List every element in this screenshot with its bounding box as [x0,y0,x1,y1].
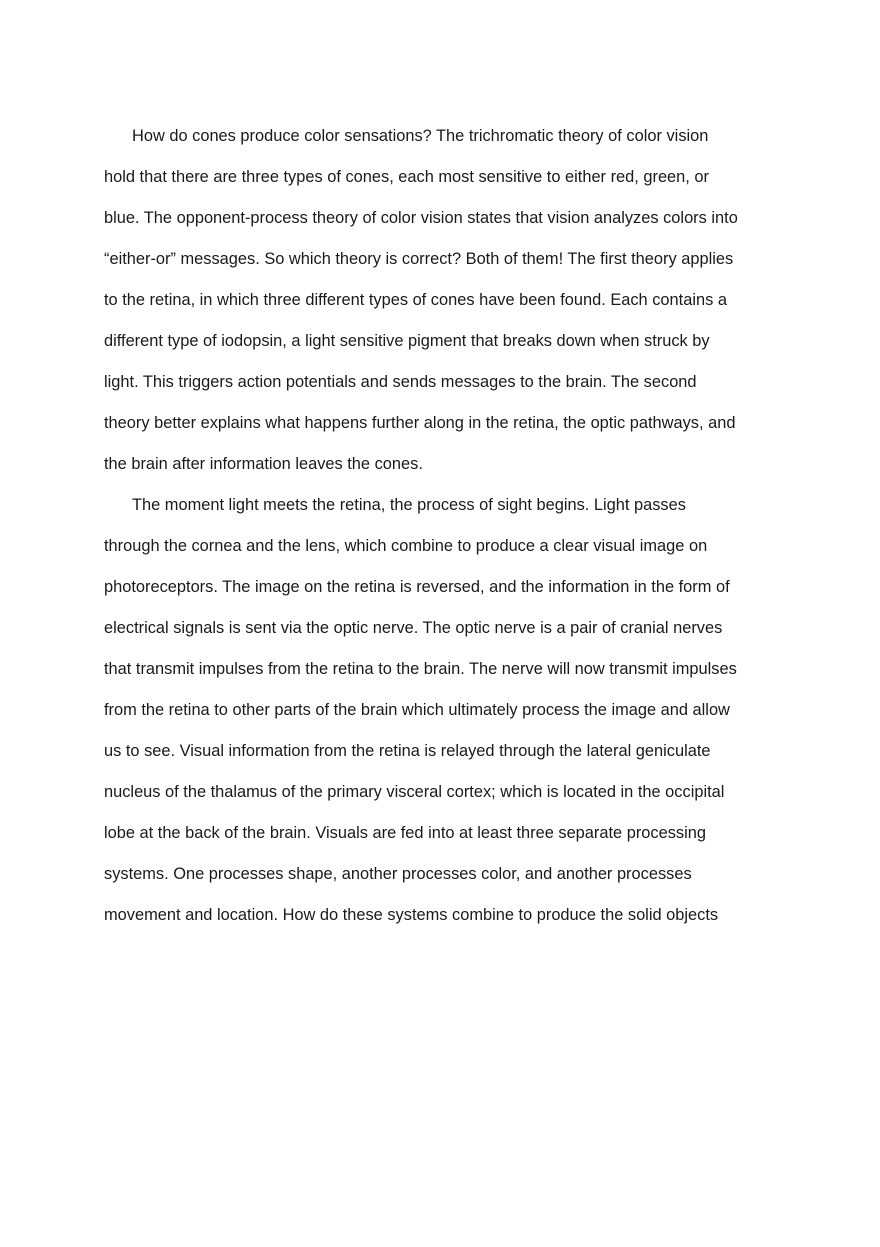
text-line: from the retina to other parts of the brain which ultimately process the image and allow [104,701,730,719]
text-line: us to see. Visual information from the retina is relayed through the lateral geniculate [104,742,711,760]
text-line: blue. The opponent-process theory of color vision states that vision analyzes colors into [104,209,738,227]
text-line: through the cornea and the lens, which combine to produce a clear visual image on [104,537,708,555]
text-line: systems. One processes shape, another processes color, and another processes [104,865,692,883]
text-line: light. This triggers action potentials and sends messages to the brain. The second [104,373,697,391]
text-line: hold that there are three types of cones, each most sensitive to either red, green, or [104,168,709,186]
paragraph-2 [104,491,784,942]
text-line: that transmit impulses from the retina to the brain. The nerve will now transmit impulses [104,660,737,678]
text-line: electrical signals is sent via the optic nerve. The optic nerve is a pair of cranial nerves [104,619,723,637]
text-line: “either-or” messages. So which theory is correct? Both of them! The first theory applies [104,250,734,268]
body-text [104,122,784,942]
text-line: the brain after information leaves the cones. [104,455,423,473]
text-line: to the retina, in which three different types of cones have been found. Each contains a [104,291,727,309]
text-line: How do cones produce color sensations? The trichromatic theory of color vision [132,127,709,145]
text-line: lobe at the back of the brain. Visuals are fed into at least three separate processing [104,824,706,842]
text-line: different type of iodopsin, a light sensitive pigment that breaks down when struck by [104,332,710,350]
text-line: movement and location. How do these systems combine to produce the solid objects [104,906,719,924]
text-line: The moment light meets the retina, the process of sight begins. Light passes [132,496,686,514]
text-line: photoreceptors. The image on the retina is reversed, and the information in the form of [104,578,730,596]
paragraph-1 [104,122,784,491]
text-line: theory better explains what happens further along in the retina, the optic pathways, and [104,414,736,432]
text-line: nucleus of the thalamus of the primary visceral cortex; which is located in the occipital [104,783,725,801]
